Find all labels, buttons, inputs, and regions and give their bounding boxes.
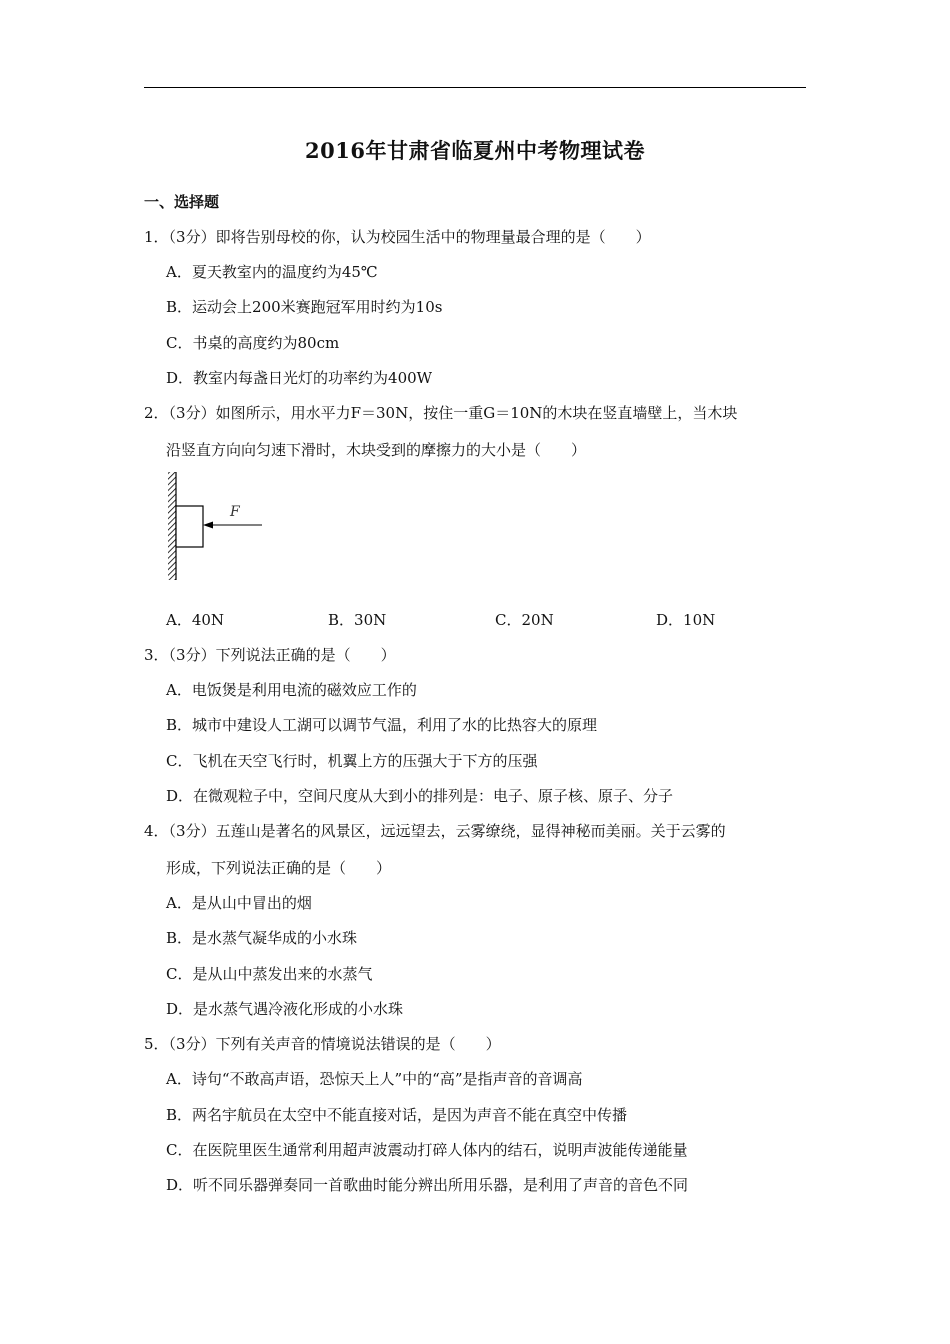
question-5-stem: 5．（3分）下列有关声音的情境说法错误的是（ ） xyxy=(144,1035,501,1053)
question-5-option-a: A．诗句“不敢高声语，恐惊天上人”中的“高”是指声音的音调高 xyxy=(166,1070,583,1088)
wooden-block xyxy=(176,506,203,547)
page-title: 2016年甘肃省临夏州中考物理试卷 xyxy=(305,138,645,163)
question-4-option-a: A．是从山中冒出的烟 xyxy=(166,894,312,912)
section-title: 一、选择题 xyxy=(144,193,220,211)
question-3-option-d: D．在微观粒子中，空间尺度从大到小的排列是：电子、原子核、原子、分子 xyxy=(166,787,674,805)
wall-block-force-diagram xyxy=(154,470,274,582)
question-1-stem: 1．（3分）即将告别母校的你，认为校园生活中的物理量最合理的是（ ） xyxy=(144,228,651,246)
question-2-stem: 2．（3分）如图所示，用水平力F＝30N，按住一重G＝10N的木块在竖直墙壁上，当木块 xyxy=(144,404,738,422)
question-2-option-a: A．40N xyxy=(166,611,225,629)
question-1-option-b: B．运动会上200米赛跑冠军用时约为10s xyxy=(166,298,443,316)
question-3-option-b: B．城市中建设人工湖可以调节气温，利用了水的比热容大的原理 xyxy=(166,716,598,734)
question-4-stem-continued: 形成，下列说法正确的是（ ） xyxy=(166,859,392,877)
question-2-stem-continued: 沿竖直方向向匀速下滑时，木块受到的摩擦力的大小是（ ） xyxy=(166,441,587,459)
question-1-option-c: C．书桌的高度约为80cm xyxy=(166,334,340,352)
question-2-option-b: B．30N xyxy=(328,611,387,629)
question-4-option-d: D．是水蒸气遇冷液化形成的小水珠 xyxy=(166,1000,404,1018)
question-2-option-c: C．20N xyxy=(495,611,554,629)
question-3-option-a: A．电饭煲是利用电流的磁效应工作的 xyxy=(166,681,417,699)
force-label-f: F xyxy=(230,504,240,520)
question-5-option-c: C．在医院里医生通常利用超声波震动打碎人体内的结石，说明声波能传递能量 xyxy=(166,1141,688,1159)
question-1-option-d: D．教室内每盏日光灯的功率约为400W xyxy=(166,369,433,387)
question-5-option-d: D．听不同乐器弹奏同一首歌曲时能分辨出所用乐器，是利用了声音的音色不同 xyxy=(166,1176,689,1194)
question-3-stem: 3．（3分）下列说法正确的是（ ） xyxy=(144,646,396,664)
wall-hatching xyxy=(168,472,176,580)
question-2-option-d: D．10N xyxy=(656,611,716,629)
question-4-option-b: B．是水蒸气凝华成的小水珠 xyxy=(166,929,358,947)
question-4-option-c: C．是从山中蒸发出来的水蒸气 xyxy=(166,965,373,983)
question-1-option-a: A．夏天教室内的温度约为45℃ xyxy=(166,263,378,281)
question-5-option-b: B．两名宇航员在太空中不能直接对话，是因为声音不能在真空中传播 xyxy=(166,1106,628,1124)
question-3-option-c: C．飞机在天空飞行时，机翼上方的压强大于下方的压强 xyxy=(166,752,538,770)
header-rule xyxy=(144,87,806,88)
question-4-stem: 4．（3分）五莲山是著名的风景区，远远望去，云雾缭绕，显得神秘而美丽。关于云雾的 xyxy=(144,822,726,840)
force-arrow-head xyxy=(203,522,213,529)
